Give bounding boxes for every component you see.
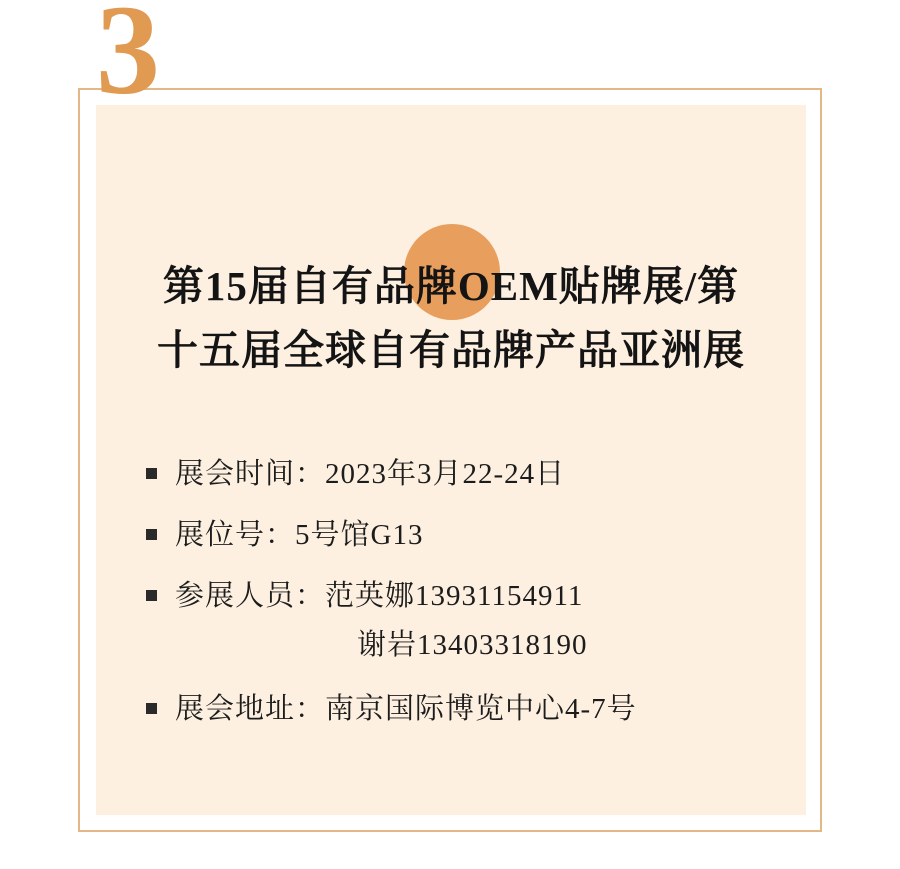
square-bullet-icon [146, 529, 157, 540]
detail-value-address: 南京国际博览中心4-7号 [325, 692, 637, 725]
square-bullet-icon [146, 703, 157, 714]
detail-list [146, 455, 806, 751]
section-number: 3 [96, 0, 160, 121]
square-bullet-icon [146, 468, 157, 479]
list-item-continuation [146, 626, 806, 665]
detail-label-address: 展会地址： [175, 692, 326, 725]
detail-label-staff: 参展人员： [175, 580, 326, 613]
list-item [146, 455, 806, 494]
square-bullet-icon [146, 590, 157, 601]
detail-value-date: 2023年3月22-24日 [325, 458, 566, 490]
detail-value-booth: 5号馆G13 [295, 519, 424, 552]
detail-value-staff-2: 谢岩13403318190 [357, 629, 588, 662]
poster-content [96, 105, 806, 815]
detail-label-booth: 展位号： [175, 519, 296, 552]
list-item [146, 577, 806, 616]
list-item [146, 516, 806, 555]
page-title-line-1: 第15届自有品牌OEM贴牌展/第 [162, 263, 740, 309]
page-title [96, 255, 806, 382]
list-item [146, 690, 806, 729]
detail-value-staff-1: 范英娜13931154911 [325, 580, 584, 613]
page-title-line-2: 十五届全球自有品牌产品亚洲展 [157, 326, 745, 373]
detail-label-date: 展会时间： [175, 458, 326, 490]
